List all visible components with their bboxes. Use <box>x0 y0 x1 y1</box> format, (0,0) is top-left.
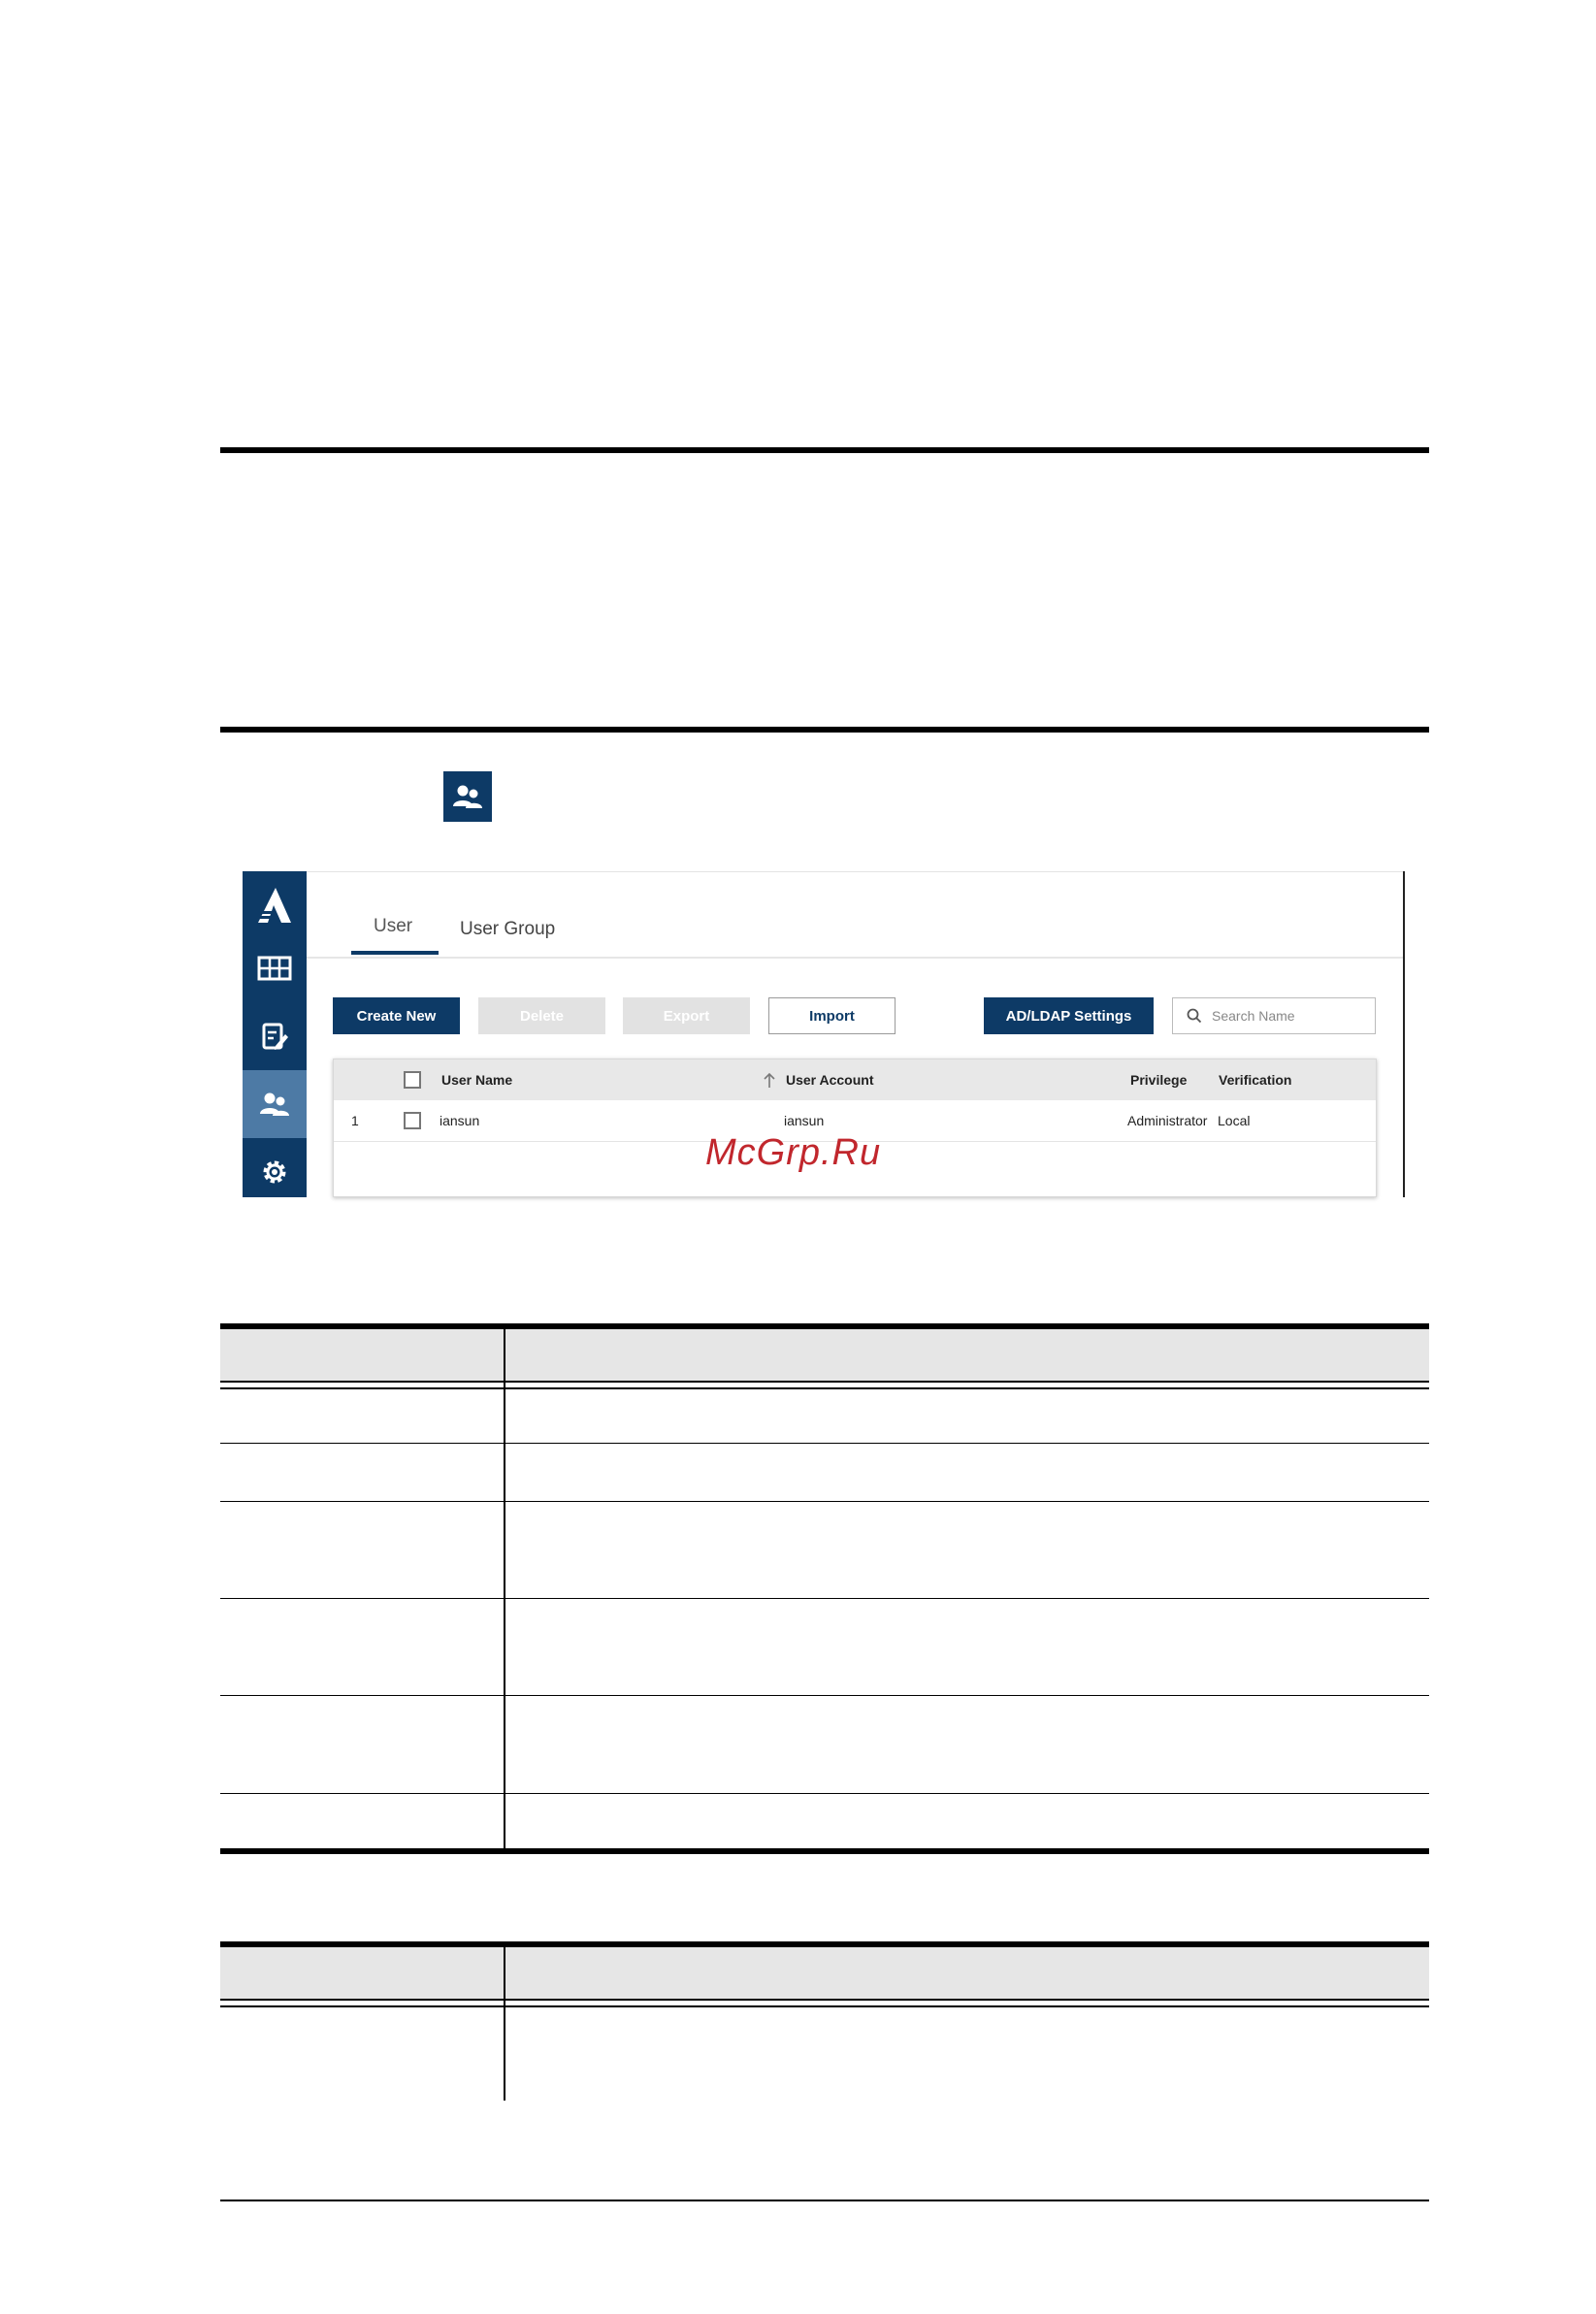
row-checkbox[interactable] <box>404 1112 421 1129</box>
table1-row-rule <box>220 1598 1429 1599</box>
user-table <box>333 1059 1377 1197</box>
gear-icon[interactable] <box>243 1138 307 1197</box>
screenshot-top-border <box>307 871 1405 872</box>
table2-header-rule-b <box>220 2005 1429 2007</box>
logo-icon[interactable] <box>243 871 307 939</box>
table2-header-rule-a <box>220 1999 1429 2001</box>
search-placeholder: Search Name <box>1212 1008 1295 1024</box>
watermark: McGrp.Ru <box>705 1132 882 1173</box>
table1-bottom-rule <box>220 1848 1429 1854</box>
tab-active-indicator <box>351 951 439 955</box>
table2-header-bg <box>220 1947 1429 1999</box>
tab-user[interactable]: User <box>374 916 413 936</box>
row-verification: Local <box>1218 1113 1251 1128</box>
table1-row-rule <box>220 1501 1429 1502</box>
row-user-name: iansun <box>440 1113 480 1128</box>
select-all-checkbox[interactable] <box>404 1071 421 1089</box>
row-privilege: Administrator <box>1127 1113 1208 1128</box>
table1-column-divider <box>504 1323 505 1848</box>
table1-header-rule-b <box>220 1387 1429 1389</box>
tab-divider <box>307 957 1403 959</box>
section-rule-top <box>220 447 1429 453</box>
tab-user-group[interactable]: User Group <box>460 919 556 939</box>
section-rule-second <box>220 727 1429 733</box>
search-icon <box>1187 1008 1202 1024</box>
export-button[interactable]: Export <box>623 997 750 1034</box>
table-header <box>334 1059 1376 1100</box>
col-privilege[interactable]: Privilege <box>1130 1072 1188 1088</box>
screenshot-right-border <box>1403 871 1405 1197</box>
col-user-account[interactable]: User Account <box>786 1072 874 1088</box>
col-user-name[interactable]: User Name <box>441 1072 513 1088</box>
table2-column-divider <box>504 1941 505 2101</box>
table1-row-rule <box>220 1695 1429 1696</box>
table1-header-bg <box>220 1329 1429 1381</box>
delete-button[interactable]: Delete <box>478 997 605 1034</box>
create-new-button[interactable]: Create New <box>333 997 460 1034</box>
users-icon <box>443 771 492 822</box>
sidebar <box>243 871 307 1197</box>
row-index: 1 <box>351 1113 359 1128</box>
col-verification[interactable]: Verification <box>1219 1072 1292 1088</box>
table1-row-rule <box>220 1443 1429 1444</box>
ad-ldap-settings-button[interactable]: AD/LDAP Settings <box>984 997 1154 1034</box>
row-user-account: iansun <box>784 1113 825 1128</box>
log-icon[interactable] <box>243 1002 307 1070</box>
footer-rule <box>220 2200 1429 2201</box>
grid-icon[interactable] <box>243 934 307 1002</box>
users-icon[interactable] <box>243 1070 307 1138</box>
import-button[interactable]: Import <box>768 997 896 1034</box>
sort-arrow-up-icon[interactable] <box>763 1071 776 1089</box>
table1-row-rule <box>220 1793 1429 1794</box>
table1-header-rule-a <box>220 1381 1429 1383</box>
search-input[interactable] <box>1172 997 1376 1034</box>
